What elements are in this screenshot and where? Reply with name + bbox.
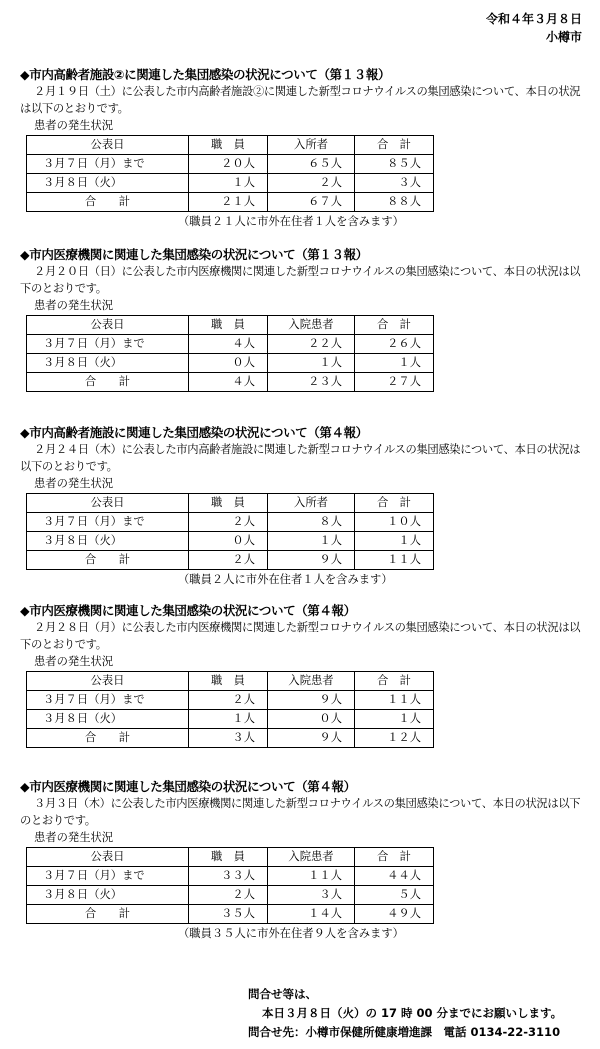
table-value-cell: ２１人 — [189, 193, 268, 212]
table-header-cell: 職 員 — [189, 494, 268, 513]
table-value-cell: ９人 — [268, 551, 355, 570]
section-title: ◆市内医療機関に関連した集団感染の状況について（第４報） — [20, 603, 356, 618]
report-section — [20, 246, 585, 392]
table-row — [27, 354, 434, 373]
table-value-cell: ６７人 — [268, 193, 355, 212]
table-value-cell: ８５人 — [355, 155, 434, 174]
table-date-cell: ３月８日（火） — [27, 710, 189, 729]
table-date-cell: ３月７日（月）まで — [27, 513, 189, 532]
table-value-cell: １４人 — [268, 905, 355, 924]
table-row — [27, 193, 434, 212]
table-caption: 患者の発生状況 — [34, 831, 114, 844]
case-table — [26, 135, 434, 212]
table-header-cell: 職 員 — [189, 316, 268, 335]
table-value-cell: １人 — [355, 354, 434, 373]
case-table — [26, 847, 434, 924]
table-date-cell: ３月８日（火） — [27, 174, 189, 193]
table-header-cell: 公表日 — [27, 316, 189, 335]
table-date-cell: ３月７日（月）まで — [27, 867, 189, 886]
table-value-cell: ３人 — [268, 886, 355, 905]
table-caption: 患者の発生状況 — [34, 119, 114, 132]
table-date-cell: 合 計 — [27, 373, 189, 392]
table-value-cell: ２７人 — [355, 373, 434, 392]
table-row — [27, 729, 434, 748]
table-value-cell: １人 — [355, 710, 434, 729]
document-header — [486, 10, 582, 46]
table-value-cell: ２０人 — [189, 155, 268, 174]
table-value-cell: ３５人 — [189, 905, 268, 924]
table-value-cell: ０人 — [189, 532, 268, 551]
table-header-cell: 合 計 — [355, 494, 434, 513]
table-date-cell: 合 計 — [27, 193, 189, 212]
table-value-cell: １人 — [268, 354, 355, 373]
table-header-cell: 公表日 — [27, 494, 189, 513]
table-row — [27, 532, 434, 551]
table-value-cell: １人 — [189, 710, 268, 729]
table-date-cell: ３月８日（火） — [27, 354, 189, 373]
table-date-cell: ３月７日（月）まで — [27, 335, 189, 354]
table-value-cell: １人 — [355, 532, 434, 551]
table-date-cell: ３月７日（月）まで — [27, 691, 189, 710]
table-value-cell: ０人 — [189, 354, 268, 373]
table-header-row — [27, 672, 434, 691]
table-row — [27, 373, 434, 392]
report-section — [20, 778, 585, 942]
table-value-cell: ３人 — [189, 729, 268, 748]
table-value-cell: ４人 — [189, 335, 268, 354]
table-row — [27, 710, 434, 729]
table-header-cell: 職 員 — [189, 848, 268, 867]
table-value-cell: ９人 — [268, 729, 355, 748]
table-note: （職員２人に市外在住者１人を含みます） — [178, 573, 393, 586]
contact-heading: 問合せ等は、 — [248, 987, 317, 1001]
table-caption: 患者の発生状況 — [34, 477, 114, 490]
contact-block — [0, 985, 600, 1042]
table-row — [27, 867, 434, 886]
table-date-cell: ３月７日（月）まで — [27, 155, 189, 174]
table-note: （職員３５人に市外在住者９人を含みます） — [178, 927, 404, 940]
section-body: ２月１９日（土）に公表した市内高齢者施設②に関連した新型コロナウイルスの集団感染について、本日の状況は以下のとおりです。 — [20, 85, 581, 115]
table-date-cell: 合 計 — [27, 729, 189, 748]
table-date-cell: ３月８日（火） — [27, 886, 189, 905]
section-title: ◆市内医療機関に関連した集団感染の状況について（第４報） — [20, 779, 356, 794]
table-value-cell: ４９人 — [355, 905, 434, 924]
table-value-cell: １１人 — [268, 867, 355, 886]
table-date-cell: 合 計 — [27, 551, 189, 570]
section-body: ２月２８日（月）に公表した市内医療機関に関連した新型コロナウイルスの集団感染について、本日の状況は以下のとおりです。 — [20, 621, 581, 651]
section-body: ３月３日（木）に公表した市内医療機関に関連した新型コロナウイルスの集団感染について、本日の状況は以下のとおりです。 — [20, 797, 581, 827]
contact-line: 問合せ先：小樽市保健所健康増進課 電話 0134-22-3110 — [248, 1025, 561, 1039]
table-caption: 患者の発生状況 — [34, 655, 114, 668]
table-value-cell: １１人 — [355, 691, 434, 710]
section-body: ２月２０日（日）に公表した市内医療機関に関連した新型コロナウイルスの集団感染について、本日の状況は以下のとおりです。 — [20, 265, 581, 295]
report-section — [20, 424, 585, 588]
table-value-cell: ２人 — [189, 886, 268, 905]
section-body: ２月２４日（木）に公表した市内高齢者施設に関連した新型コロナウイルスの集団感染について、本日の状況は以下のとおりです。 — [20, 443, 581, 473]
table-value-cell: ２人 — [189, 551, 268, 570]
table-value-cell: ５人 — [355, 886, 434, 905]
table-row — [27, 905, 434, 924]
case-table — [26, 671, 434, 748]
table-value-cell: １２人 — [355, 729, 434, 748]
table-header-row — [27, 316, 434, 335]
table-row — [27, 886, 434, 905]
table-value-cell: ２２人 — [268, 335, 355, 354]
table-value-cell: １１人 — [355, 551, 434, 570]
table-value-cell: ０人 — [268, 710, 355, 729]
table-value-cell: １人 — [189, 174, 268, 193]
table-header-cell: 入所者 — [268, 494, 355, 513]
table-header-row — [27, 136, 434, 155]
table-value-cell: ８８人 — [355, 193, 434, 212]
table-value-cell: ４人 — [189, 373, 268, 392]
table-value-cell: ３人 — [355, 174, 434, 193]
table-header-row — [27, 848, 434, 867]
table-note: （職員２１人に市外在住者１人を含みます） — [178, 215, 404, 228]
table-row — [27, 335, 434, 354]
document-date: 令和４年３月８日 — [485, 12, 582, 26]
table-value-cell: ８人 — [268, 513, 355, 532]
table-caption: 患者の発生状況 — [34, 299, 114, 312]
table-value-cell: ４４人 — [355, 867, 434, 886]
table-value-cell: １人 — [268, 532, 355, 551]
table-header-cell: 入院患者 — [268, 672, 355, 691]
table-header-cell: 入所者 — [268, 136, 355, 155]
contact-deadline: 本日３月８日（火）の 17 時 00 分までにお願いします。 — [262, 1006, 563, 1020]
case-table — [26, 315, 434, 392]
table-row — [27, 174, 434, 193]
table-header-cell: 入院患者 — [268, 316, 355, 335]
table-header-cell: 職 員 — [189, 136, 268, 155]
table-header-cell: 公表日 — [27, 848, 189, 867]
table-header-cell: 公表日 — [27, 136, 189, 155]
table-date-cell: ３月８日（火） — [27, 532, 189, 551]
table-header-cell: 合 計 — [355, 848, 434, 867]
table-value-cell: ２３人 — [268, 373, 355, 392]
section-title: ◆市内医療機関に関連した集団感染の状況について（第１３報） — [20, 247, 368, 262]
issuer-city: 小樽市 — [545, 30, 582, 44]
table-value-cell: １０人 — [355, 513, 434, 532]
section-title: ◆市内高齢者施設②に関連した集団感染の状況について（第１３報） — [20, 67, 391, 82]
section-title: ◆市内高齢者施設に関連した集団感染の状況について（第４報） — [20, 425, 368, 440]
table-header-cell: 入院患者 — [268, 848, 355, 867]
table-value-cell: ９人 — [268, 691, 355, 710]
table-header-cell: 合 計 — [355, 136, 434, 155]
table-header-cell: 職 員 — [189, 672, 268, 691]
table-row — [27, 691, 434, 710]
table-value-cell: ２人 — [189, 691, 268, 710]
table-value-cell: ２６人 — [355, 335, 434, 354]
table-date-cell: 合 計 — [27, 905, 189, 924]
table-row — [27, 551, 434, 570]
table-value-cell: ２人 — [268, 174, 355, 193]
table-row — [27, 155, 434, 174]
table-row — [27, 513, 434, 532]
table-header-cell: 合 計 — [355, 672, 434, 691]
table-value-cell: ３３人 — [189, 867, 268, 886]
report-section — [20, 602, 585, 748]
table-value-cell: ６５人 — [268, 155, 355, 174]
table-header-cell: 合 計 — [355, 316, 434, 335]
table-header-row — [27, 494, 434, 513]
table-header-cell: 公表日 — [27, 672, 189, 691]
table-value-cell: ２人 — [189, 513, 268, 532]
report-section — [20, 66, 585, 230]
case-table — [26, 493, 434, 570]
